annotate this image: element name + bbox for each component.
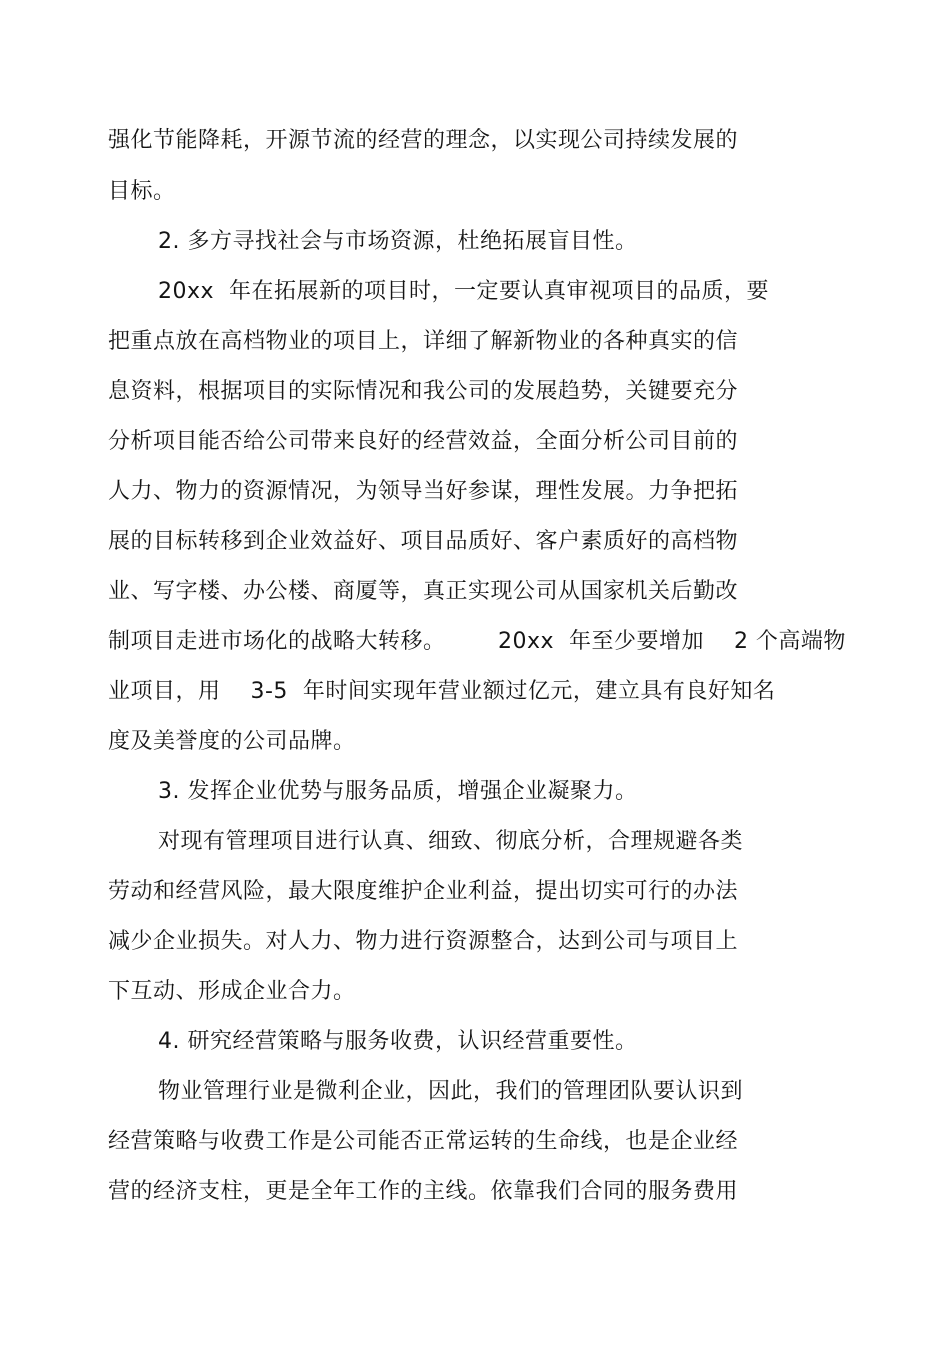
text-line: 强化节能降耗，开源节流的经营的理念，以实现公司持续发展的 [108, 128, 739, 153]
text-line: 把重点放在高档物业的项目上，详细了解新物业的各种真实的信 [108, 329, 739, 354]
text-line: 物业管理行业是微利企业，因此，我们的管理团队要认识到 [158, 1079, 744, 1104]
text-line: 20xx 年在拓展新的项目时，一定要认真审视项目的品质，要 [158, 279, 770, 304]
text-line: 对现有管理项目进行认真、细致、彻底分析，合理规避各类 [158, 829, 744, 854]
section-heading: 4. 研究经营策略与服务收费，认识经营重要性。 [158, 1029, 638, 1054]
text-line: 营的经济支柱，更是全年工作的主线。依靠我们合同的服务费用 [108, 1179, 739, 1204]
text-line: 息资料，根据项目的实际情况和我公司的发展趋势，关键要充分 [108, 379, 739, 404]
text-line: 制项目走进市场化的战略大转移。 20xx 年至少要增加 2 个高端物 [108, 629, 846, 654]
text-line: 业项目，用 3-5 年时间实现年营业额过亿元，建立具有良好知名 [108, 679, 776, 704]
text-line: 经营策略与收费工作是公司能否正常运转的生命线，也是企业经 [108, 1129, 739, 1154]
section-heading: 2. 多方寻找社会与市场资源，杜绝拓展盲目性。 [158, 229, 638, 254]
text-line: 度及美誉度的公司品牌。 [108, 729, 356, 754]
text-line: 下互动、形成企业合力。 [108, 979, 356, 1004]
text-line: 业、写字楼、办公楼、商厦等，真正实现公司从国家机关后勤改 [108, 579, 739, 604]
text-line: 目标。 [108, 179, 176, 204]
text-line: 减少企业损失。对人力、物力进行资源整合，达到公司与项目上 [108, 929, 739, 954]
text-line: 劳动和经营风险，最大限度维护企业利益，提出切实可行的办法 [108, 879, 739, 904]
section-heading: 3. 发挥企业优势与服务品质，增强企业凝聚力。 [158, 779, 638, 804]
text-line: 人力、物力的资源情况，为领导当好参谋，理性发展。力争把拓 [108, 479, 739, 504]
text-line: 分析项目能否给公司带来良好的经营效益，全面分析公司目前的 [108, 429, 739, 454]
text-line: 展的目标转移到企业效益好、项目品质好、客户素质好的高档物 [108, 529, 739, 554]
